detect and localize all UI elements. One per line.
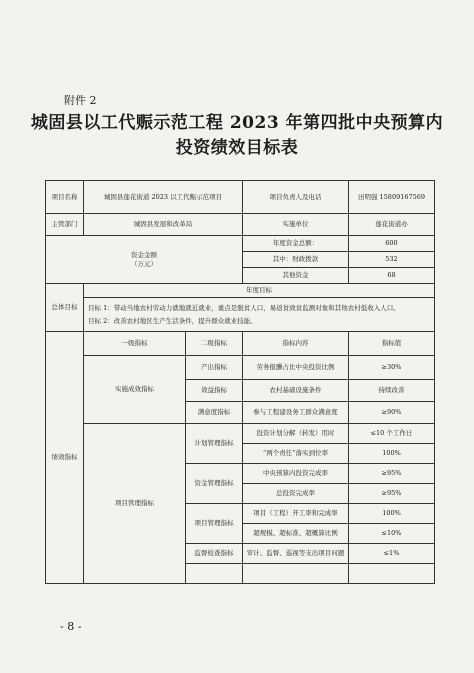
content-cell: 审计、监督、巡视等支出项目问题 [243,544,349,564]
table-row [46,181,435,214]
header-level2: 二级指标 [186,332,243,356]
overall-goal-label: 总体目标 [46,284,84,332]
project-name-value: 城固县莲花街道 2023 以工代赈示范项目 [84,181,243,214]
header-level1: 一级指标 [84,332,186,356]
performance-label: 绩效指标 [46,332,84,584]
table-row [46,298,435,332]
fund-item-label: 其中：财政拨款 [243,252,349,268]
level2-cell: 产出指标 [186,356,243,380]
table-row [46,424,435,444]
fund-item-value: 532 [349,252,435,268]
page-number: - 8 - [60,620,82,633]
funds-label-line2: （万元） [131,259,157,268]
funds-label [46,236,243,284]
value-cell: ≥95% [349,464,435,484]
table-row [46,284,435,298]
attachment-label: 附件 2 [64,94,97,107]
value-cell: ≤10 个工作日 [349,424,435,444]
authority-value: 城固县发展和改革局 [84,214,243,236]
fund-item-value: 68 [349,268,435,284]
executor-value: 莲花街道办 [349,214,435,236]
level2-cell: 资金管理指标 [186,464,243,504]
content-cell: “两个责任”落实到位率 [243,444,349,464]
level1-cell: 项目管理指标 [84,424,186,584]
level2-cell: 计划管理指标 [186,424,243,464]
value-cell: 持续改善 [349,380,435,402]
content-cell: 总投资完成率 [243,484,349,504]
value-cell: ≥30% [349,356,435,380]
content-cell: 中央预算内投资完成率 [243,464,349,484]
contact-value: 田明强 15809167569 [349,181,435,214]
funds-label-line1: 资金金额 [131,251,157,260]
content-cell: 投资计划分解（转发）用时 [243,424,349,444]
fund-item-label: 年度资金总额： [243,236,349,252]
level2-cell: 监督检查指标 [186,544,243,564]
contact-label: 项目负责人及电话 [243,181,349,214]
goal-1: 目标 1：带动当地农村劳动力就地就近就业，重点是脱贫人口、易返贫致贫监测对象和其他农村低收入人口。 [88,304,400,313]
empty-cell [349,564,435,584]
value-cell: 100% [349,504,435,524]
annual-goals-text [84,298,435,332]
fund-item-value: 600 [349,236,435,252]
level2-cell: 效益指标 [186,380,243,402]
content-cell: 参与工程建设务工群众满意度 [243,402,349,424]
level1-cell: 实施成效指标 [84,356,186,424]
fund-item-label: 其他资金 [243,268,349,284]
table-row [46,356,435,380]
table-row [46,236,435,252]
authority-label: 主管部门 [46,214,84,236]
doc-title-line1: 城固县以工代赈示范工程 2023 年第四批中央预算内 [30,113,444,133]
executor-label: 实施单位 [243,214,349,236]
annual-goal-header: 年度目标 [84,284,435,298]
table-row [46,214,435,236]
level2-cell: 满意度指标 [186,402,243,424]
header-value: 指标值 [349,332,435,356]
value-cell: ≥95% [349,484,435,504]
content-cell: 项目（工程）开工率和完成率 [243,504,349,524]
performance-target-table [45,180,435,584]
goal-2: 目标 2：改善农村地区生产生活条件，提升群众就业技能。 [88,316,257,325]
level2-cell: 项目管理指标 [186,504,243,544]
value-cell: ≤10% [349,524,435,544]
empty-cell [186,564,243,584]
table-row [46,332,435,356]
empty-cell [243,564,349,584]
content-cell: 农村基础设施条件 [243,380,349,402]
content-cell: 劳务报酬占比中央投资比例 [243,356,349,380]
value-cell: 100% [349,444,435,464]
header-content: 指标内容 [243,332,349,356]
value-cell: ≥90% [349,402,435,424]
project-name-label: 项目名称 [46,181,84,214]
value-cell: ≤1% [349,544,435,564]
content-cell: 超规模、超标准、超概算比例 [243,524,349,544]
doc-title-line2: 投资绩效目标表 [175,138,299,158]
